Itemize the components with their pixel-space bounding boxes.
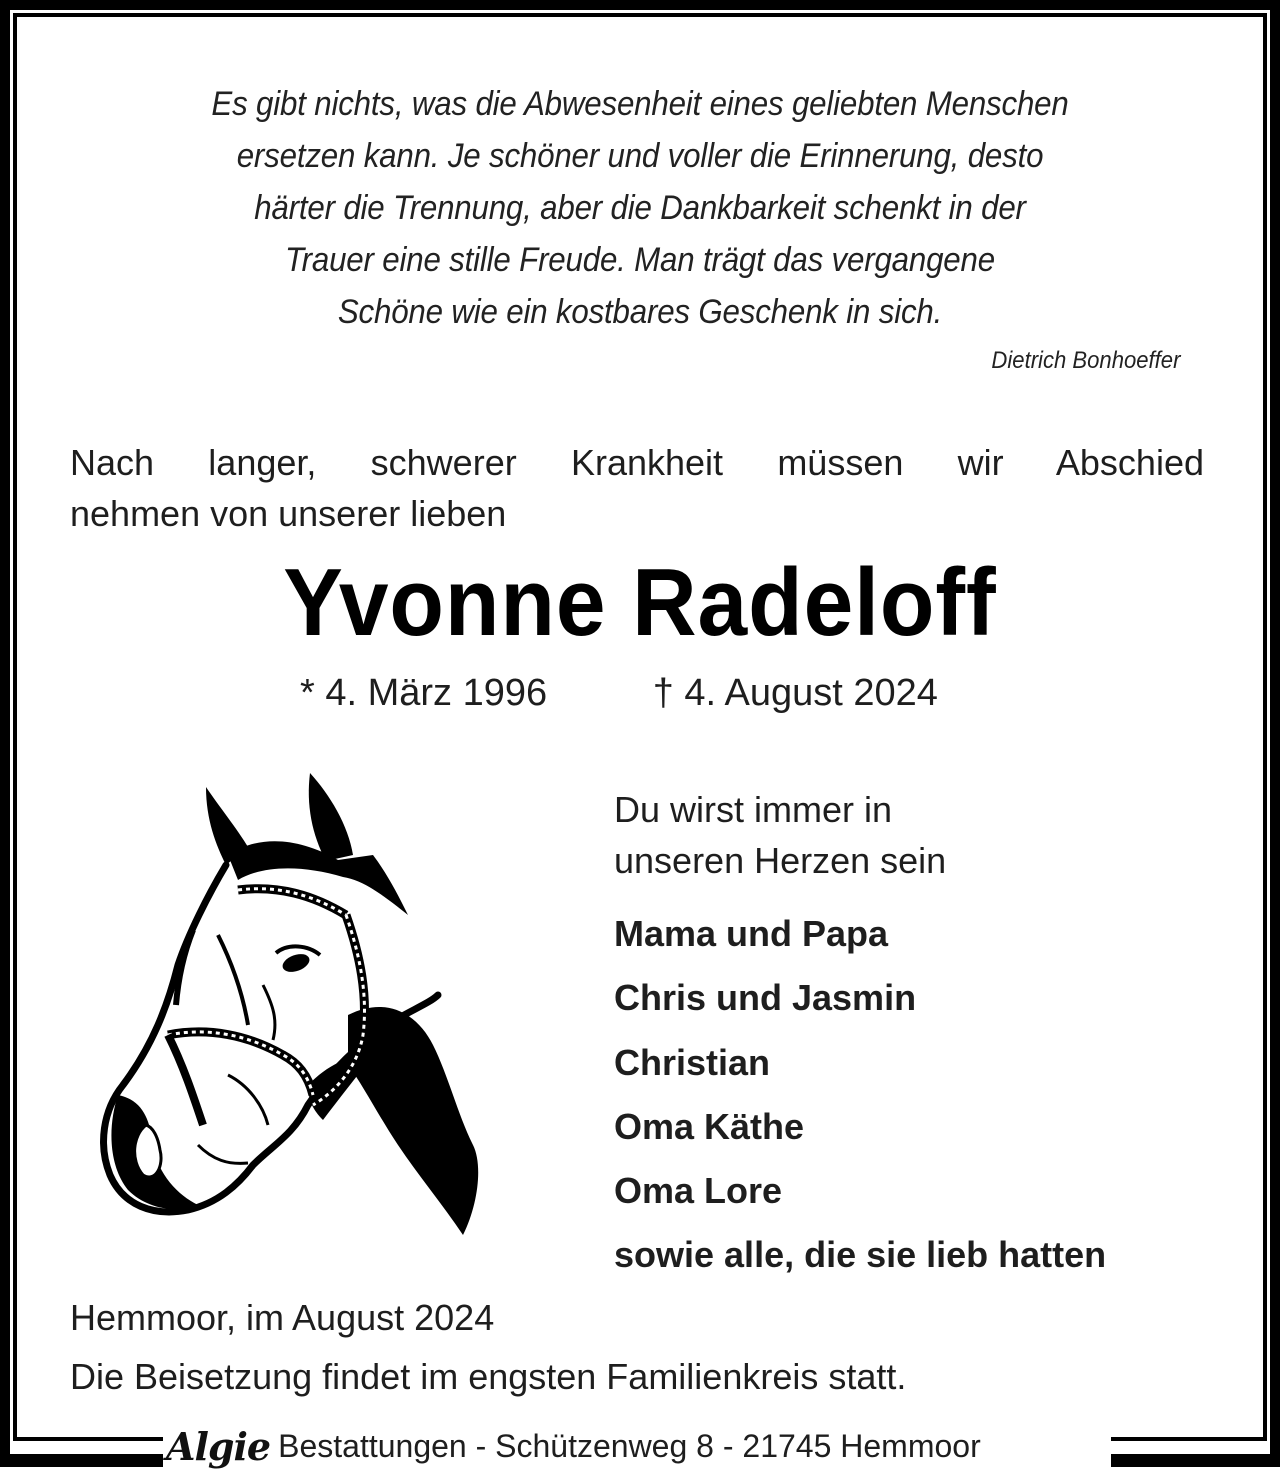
deceased-name: Yvonne Radeloff <box>283 549 997 656</box>
funeral-home-footer <box>166 1424 981 1468</box>
quote-line: ersetzen kann. Je schöner und voller die Erinnerung, desto <box>236 137 1044 175</box>
quote-line: Schöne wie ein kostbares Geschenk in sich. <box>337 293 943 331</box>
closing-line-2: unseren Herzen sein <box>614 840 947 881</box>
closing-message <box>614 784 946 886</box>
mourner-item: Mama und Papa <box>614 913 889 954</box>
funeral-home-logo: Algie <box>166 1423 271 1469</box>
closing-line-1: Du wirst immer in <box>614 789 893 830</box>
mourner-item: Oma Käthe <box>614 1105 805 1147</box>
mourner-item: Chris und Jasmin <box>614 977 917 1019</box>
quote-line: Trauer eine stille Freude. Man trägt das vergangene <box>285 241 995 279</box>
intro-text <box>70 437 1204 539</box>
horse-head-icon <box>98 765 498 1245</box>
death-date: † 4. August 2024 <box>652 672 938 714</box>
life-dates <box>300 672 938 715</box>
birth-date: * 4. März 1996 <box>300 672 548 714</box>
mourner-item: Oma Lore <box>614 1170 783 1212</box>
bonhoeffer-quote <box>88 78 1192 338</box>
quote-author: Dietrich Bonhoeffer <box>990 347 1180 374</box>
mourner-item: Christian <box>614 1041 771 1083</box>
quote-line: härter die Trennung, aber die Dankbarkeit schenkt in der <box>254 189 1026 227</box>
place-and-date: Hemmoor, im August 2024 <box>70 1297 495 1338</box>
intro-line-1: Nach langer, schwerer Krankheit müssen wir Abschied <box>70 442 1204 483</box>
burial-note: Die Beisetzung findet im engsten Familienkreis statt. <box>70 1356 907 1397</box>
funeral-home-address: Bestattungen - Schützenweg 8 - 21745 Hemmoor <box>278 1427 981 1464</box>
quote-line: Es gibt nichts, was die Abwesenheit eines geliebten Menschen <box>211 85 1069 123</box>
mourner-item: sowie alle, die sie lieb hatten <box>614 1234 1107 1276</box>
intro-line-2: nehmen von unserer lieben <box>70 493 507 534</box>
mourners-list <box>614 902 1106 1288</box>
